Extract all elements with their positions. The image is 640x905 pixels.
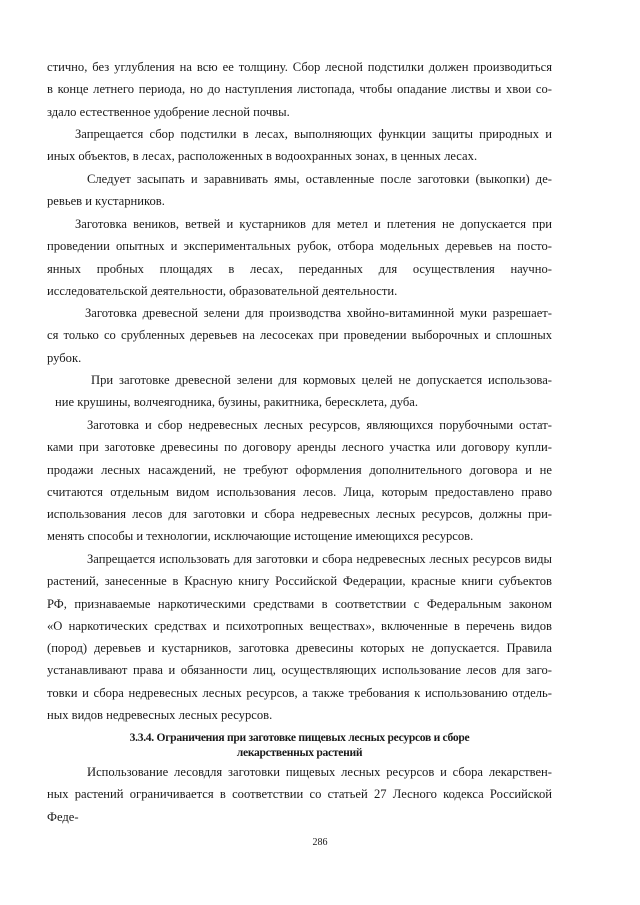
- text-line: ревьев и кустарников.: [47, 194, 165, 209]
- text-line: Следует засыпать и заравнивать ямы, оставленные после заготовки (выкопки) де-: [87, 172, 552, 186]
- text-line: устанавливают права и обязанности лиц, осуществляющих использование лесов для заго-: [47, 663, 552, 678]
- text-line: в конце летнего периода, но до наступления листопада, чтобы опадание листвы и хвои со-: [47, 82, 552, 97]
- paragraph: [47, 548, 552, 726]
- text-line: Запрещается сбор подстилки в лесах, выполняющих функции защиты природных и: [75, 127, 552, 141]
- text-line: РФ, признаваемые наркотическими средствами в соответствии с Федеральным законом: [47, 596, 552, 611]
- text-line: рубок.: [47, 350, 82, 365]
- text-line: Запрещается использовать для заготовки и сбора недревесных лесных ресурсов виды: [87, 552, 552, 566]
- section-heading: [47, 730, 552, 760]
- text-line: Заготовка и сбор недревесных лесных ресурсов, являющихся порубочными остат-: [87, 418, 552, 432]
- text-line: продажи лесных насаждений, не требуют оформления дополнительного договора и не: [47, 462, 552, 477]
- text-line: Заготовка веников, ветвей и кустарников для метел и плетения не допускается при: [75, 217, 552, 231]
- text-line: иных объектов, в лесах, расположенных в водоохранных зонах, в ценных лесах.: [47, 149, 478, 164]
- text-line: (пород) деревьев и кустарников, заготовка древесины которых не допускается. Правила: [47, 641, 552, 656]
- paragraph: [47, 168, 552, 213]
- page-number: 286: [312, 837, 328, 848]
- text-line: ками при заготовке древесины по договору аренды лесного участка или договору купли-: [47, 440, 552, 455]
- text-line: менять способы и технологии, исключающие истощение имеющихся ресурсов.: [47, 529, 474, 544]
- text-line: Заготовка древесной зелени для производства хвойно-витаминной муки разрешает-: [85, 306, 552, 320]
- text-line: ных видов недревесных лесных ресурсов.: [47, 708, 273, 723]
- section-heading-line: 3.3.4. Ограничения при заготовке пищевых лесных ресурсов и сборе: [129, 731, 470, 744]
- text-line: товки и сбора недревесных лесных ресурсов, а также требования к использованию отдель-: [47, 685, 552, 700]
- text-line: ся только со срубленных деревьев на лесосеках при проведении выборочных и сплошных: [47, 328, 552, 343]
- text-line: исследовательской деятельности, образовательной деятельности.: [47, 283, 398, 298]
- text-line: использования лесов для заготовки и сбора недревесных лесных ресурсов, должны при-: [47, 507, 552, 522]
- text-line: стично, без углубления на всю ее толщину. Сбор лесной подстилки должен производиться: [47, 60, 552, 74]
- text-line: растений, занесенные в Красную книгу Российской Федерации, красные книги субъектов: [47, 574, 552, 589]
- text-line: «О наркотических средствах и психотропных веществах», включенные в перечень видов: [47, 618, 552, 633]
- paragraph: [47, 761, 552, 824]
- text-line: Использование лесовдля заготовки пищевых лесных ресурсов и сбора лекарствен-: [87, 765, 552, 779]
- text-line: ние крушины, волчеягодника, бузины, ракитника, бересклета, дуба.: [55, 395, 418, 410]
- text-line: считаются отдельным видом использования лесов. Лица, которым предоставлено право: [47, 484, 552, 499]
- paragraph: [47, 56, 552, 123]
- text-line: ных растений ограничивается в соответствии со статьей 27 Лесного кодекса Российской Феде-: [47, 787, 552, 824]
- text-line: При заготовке древесной зелени для кормовых целей не допускается использова-: [91, 373, 552, 387]
- paragraph: [47, 369, 552, 414]
- paragraph: [47, 302, 552, 369]
- text-line: янных пробных площадях в лесах, переданных для осуществления научно-: [47, 261, 552, 276]
- text-line: здало естественное удобрение лесной почвы.: [47, 104, 290, 119]
- paragraph: [47, 213, 552, 302]
- paragraph: [47, 414, 552, 548]
- text-line: проведении опытных и экспериментальных рубок, отбора модельных деревьев на посто-: [47, 239, 552, 254]
- paragraph: [47, 123, 552, 168]
- section-heading-line: лекарственных растений: [236, 746, 363, 759]
